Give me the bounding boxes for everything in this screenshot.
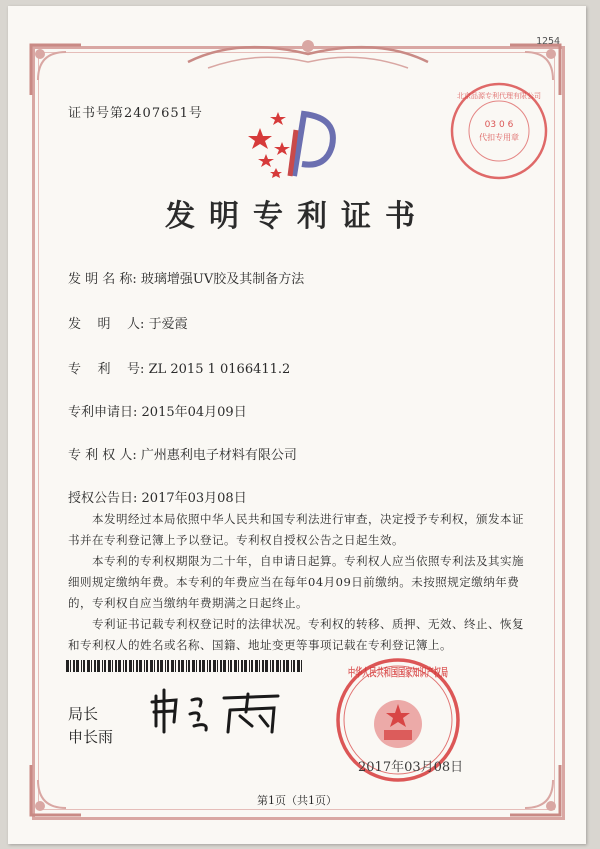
agency-stamp-center: 代扣专用章: [479, 133, 519, 142]
signatory-title: 局长: [68, 705, 99, 723]
body-paragraph: 本专利的专利权期限为二十年，自申请日起算。专利权人应当依照专利法及其实施细则规定缴纳年费。本专利的年费应当在每年04月09日前缴纳。未按照规定缴纳年费的，专利权自应当缴纳年费期满之日起终止。: [68, 554, 524, 610]
barcode: [66, 657, 304, 669]
body-paragraph: 专利证书记载专利权登记时的法律状况。专利权的转移、质押、无效、终止、恢复和专利权人的姓名或名称、国籍、地址变更等事项记载在专利登记簿上。: [68, 617, 524, 652]
page-title: 发明专利证书: [165, 199, 429, 234]
field-value: 2015年04月09日: [141, 405, 247, 420]
field-label: 专利申请日:: [68, 405, 138, 420]
field-value: 玻璃增强UV胶及其制备方法: [140, 272, 305, 287]
handwritten-signature: [148, 686, 288, 736]
field-value: 广州惠利电子材料有限公司: [140, 448, 297, 463]
corner-ornament-bottom-right: [505, 760, 565, 820]
page-number: 第1页（共1页）: [257, 794, 337, 807]
field-invention-name: [68, 268, 304, 287]
field-value: 2017年03月08日: [141, 491, 247, 506]
agency-stamp-code: 03 0 6: [484, 120, 514, 130]
field-label: 专 利 号:: [68, 362, 145, 377]
certificate-body: [68, 509, 528, 656]
corner-ornament-bottom-left: [26, 760, 86, 820]
body-paragraph: 本发明经过本局依照中华人民共和国专利法进行审查，决定授予专利权，颁发本证书并在专利登记簿上予以登记。专利权自授权公告之日起生效。: [68, 512, 524, 547]
signatory-name: 申长雨: [68, 728, 114, 746]
field-label: 发 明 人:: [68, 317, 145, 332]
handwritten-note: 1254: [536, 36, 561, 47]
field-grant-date: [68, 487, 247, 506]
field-filing-date: [68, 401, 247, 420]
field-inventor: [68, 313, 188, 332]
certificate-number: 证书号第2407651号: [68, 106, 203, 121]
patent-office-emblem-icon: [246, 106, 344, 186]
field-label: 授权公告日:: [68, 491, 138, 506]
agency-stamp: [448, 80, 550, 182]
field-patentee: [68, 444, 297, 463]
field-value: ZL 2015 1 0166411.2: [148, 362, 291, 377]
top-ornament: [178, 32, 438, 82]
field-label: 专 利 权 人:: [68, 448, 137, 463]
seal-org-text: 中华人民共和国国家知识产权局: [348, 666, 502, 679]
seal-date: 2017年03月08日: [358, 760, 464, 775]
corner-ornament-top-left: [26, 40, 86, 100]
certificate-sheet: [8, 6, 586, 844]
field-label: 发 明 名 称:: [68, 272, 137, 287]
agency-stamp-ring: 北京品源专利代理有限公司: [457, 92, 541, 100]
field-patent-number: [68, 358, 290, 377]
field-value: 于爱霞: [148, 317, 188, 332]
